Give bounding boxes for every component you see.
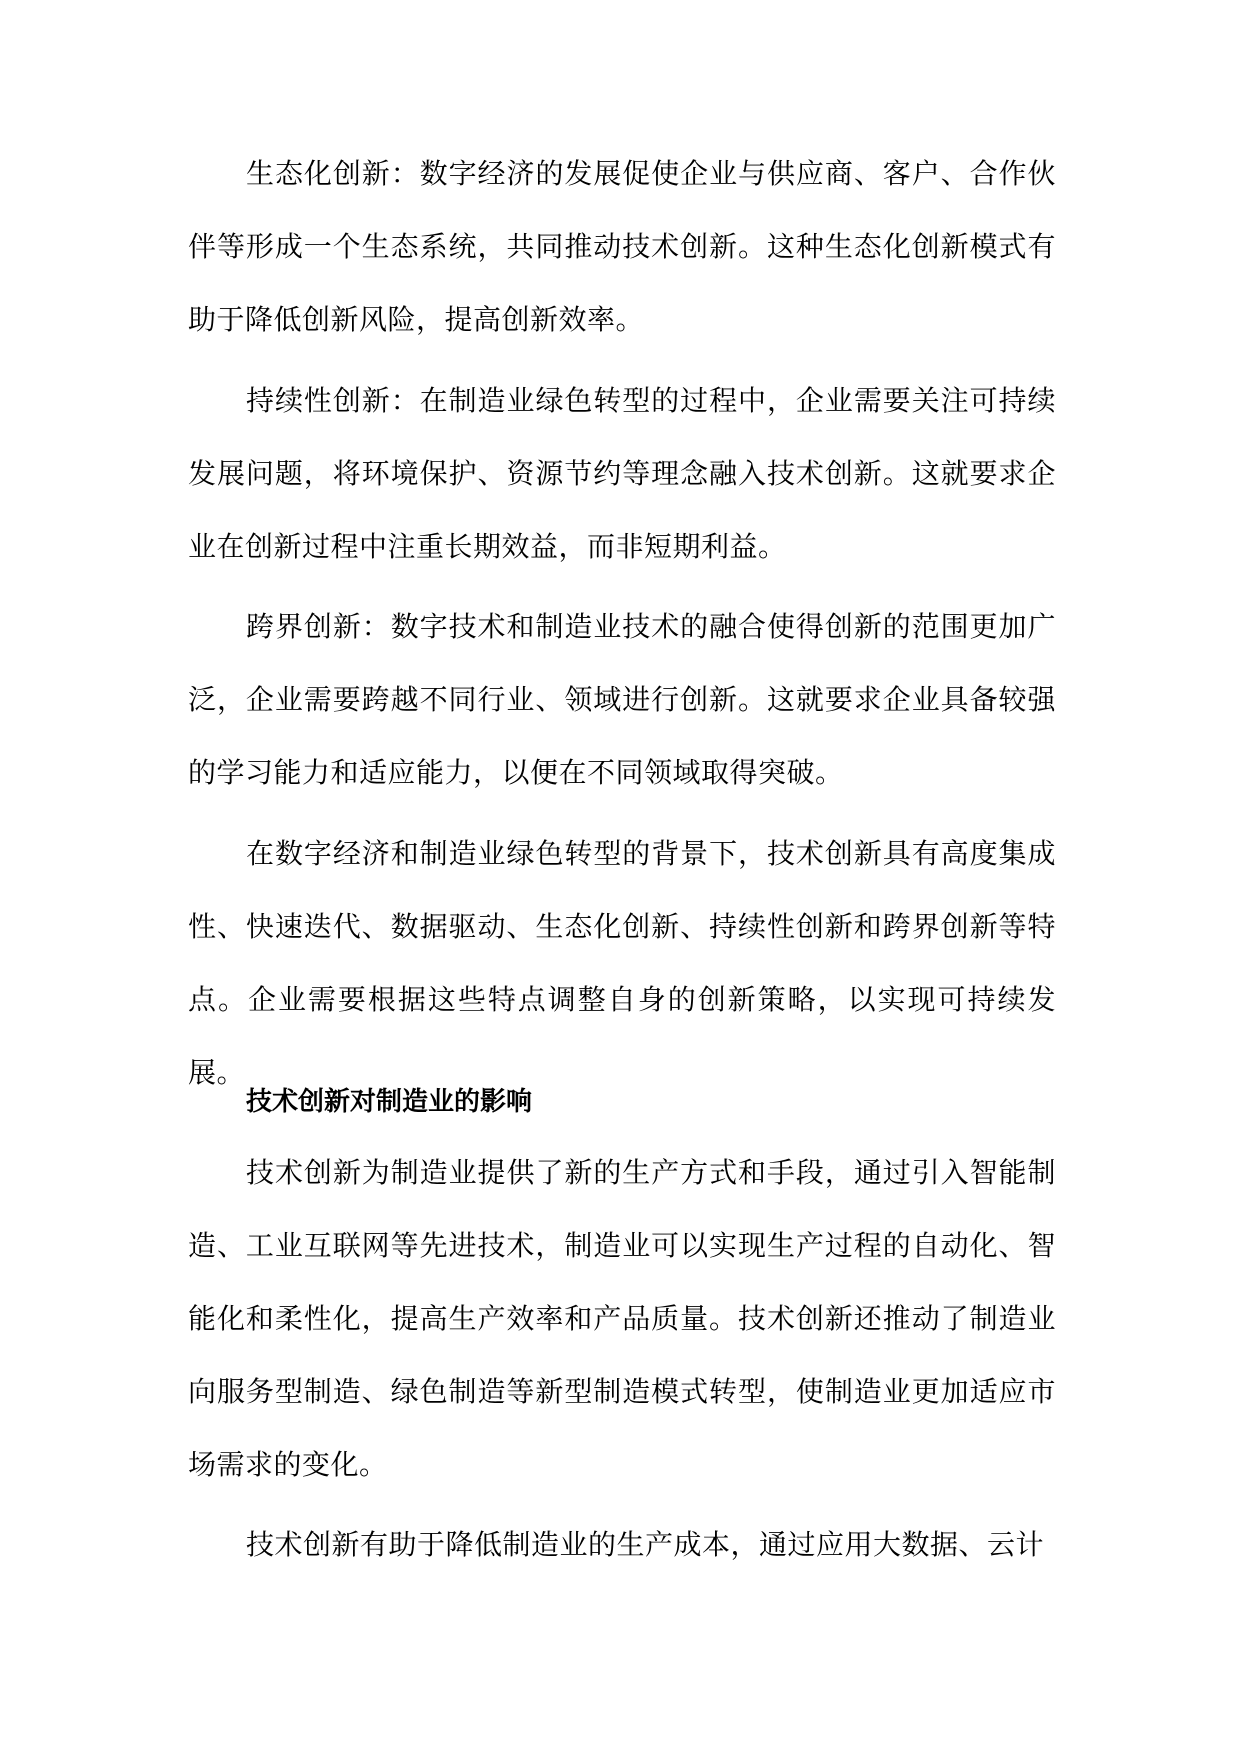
paragraph-cross-border-innovation: 跨界创新：数字技术和制造业技术的融合使得创新的范围更加广泛，企业需要跨越不同行业、领域进行创新。这就要求企业具备较强的学习能力和适应能力，以便在不同领域取得突破。: [188, 610, 1056, 789]
paragraph-sustainable-innovation: 持续性创新：在制造业绿色转型的过程中，企业需要关注可持续发展问题，将环境保护、资源节约等理念融入技术创新。这就要求企业在创新过程中注重长期效益，而非短期利益。: [188, 384, 1056, 563]
section-heading: 技术创新对制造业的影响: [246, 1087, 533, 1117]
paragraph-impact-cost: 技术创新有助于降低制造业的生产成本，通过应用大数据、云计: [246, 1528, 1045, 1561]
paragraph-summary: 在数字经济和制造业绿色转型的背景下，技术创新具有高度集成性、快速迭代、数据驱动、生态化创新、持续性创新和跨界创新等特点。企业需要根据这些特点调整自身的创新策略，以实现可持续发展。: [188, 837, 1056, 1089]
paragraph-ecological-innovation: 生态化创新：数字经济的发展促使企业与供应商、客户、合作伙伴等形成一个生态系统，共同推动技术创新。这种生态化创新模式有助于降低创新风险，提高创新效率。: [188, 157, 1056, 336]
paragraph-impact-production: 技术创新为制造业提供了新的生产方式和手段，通过引入智能制造、工业互联网等先进技术，制造业可以实现生产过程的自动化、智能化和柔性化，提高生产效率和产品质量。技术创新还推动了制造业向服务型制造、绿色制造等新型制造模式转型，使制造业更加适应市场需求的变化。: [188, 1156, 1056, 1481]
